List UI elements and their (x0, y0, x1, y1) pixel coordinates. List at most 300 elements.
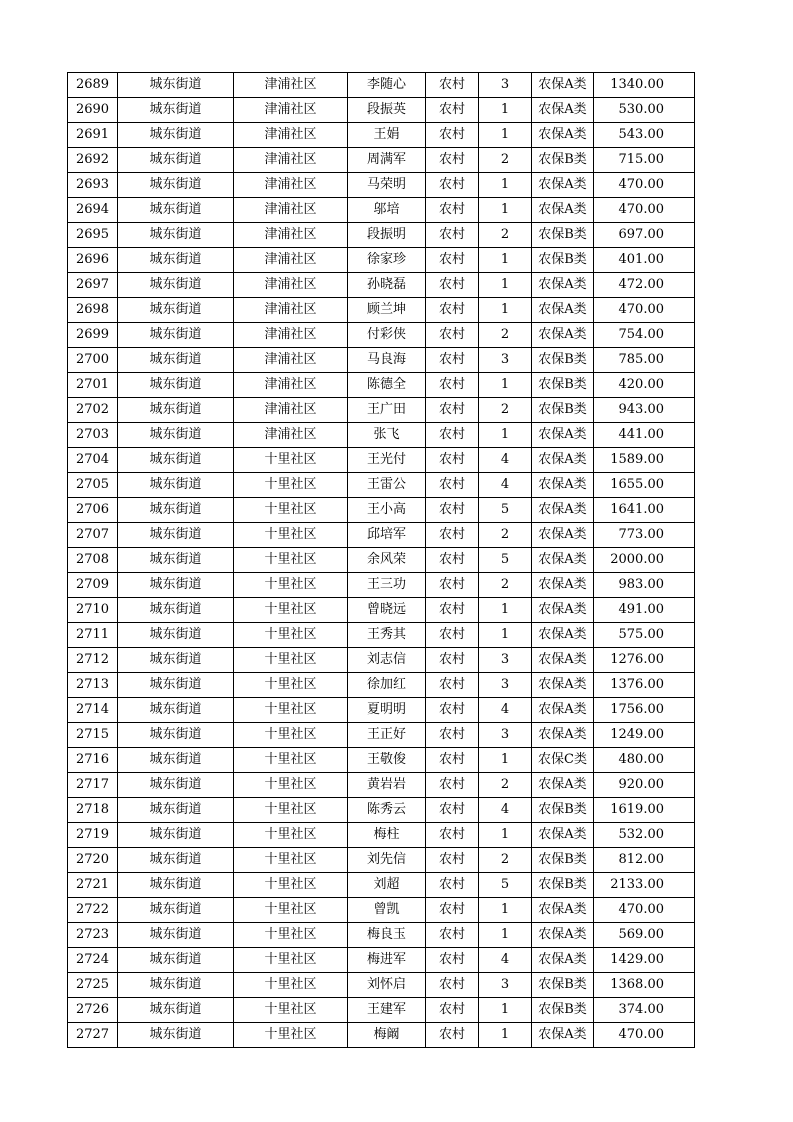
row-number-cell: 2712 (68, 648, 118, 673)
row-number-cell: 2706 (68, 498, 118, 523)
community-cell: 津浦社区 (234, 273, 348, 298)
row-number-cell: 2691 (68, 123, 118, 148)
name-cell: 徐加红 (348, 673, 426, 698)
amount-cell: 2000.00 (594, 548, 695, 573)
community-cell: 十里社区 (234, 798, 348, 823)
table-row (68, 1023, 695, 1048)
table-row (68, 423, 695, 448)
amount-cell: 943.00 (594, 398, 695, 423)
row-number-cell: 2705 (68, 473, 118, 498)
category-cell: 农保A类 (532, 323, 594, 348)
street-cell: 城东街道 (118, 823, 234, 848)
row-number-cell: 2721 (68, 873, 118, 898)
table-row (68, 848, 695, 873)
amount-cell: 1368.00 (594, 973, 695, 998)
category-cell: 农保B类 (532, 798, 594, 823)
community-cell: 十里社区 (234, 648, 348, 673)
community-cell: 津浦社区 (234, 423, 348, 448)
household-count-cell: 1 (479, 998, 532, 1023)
community-cell: 津浦社区 (234, 98, 348, 123)
street-cell: 城东街道 (118, 773, 234, 798)
table-row (68, 673, 695, 698)
area-type-cell: 农村 (426, 73, 479, 98)
street-cell: 城东街道 (118, 898, 234, 923)
row-number-cell: 2726 (68, 998, 118, 1023)
category-cell: 农保A类 (532, 73, 594, 98)
table-row (68, 998, 695, 1023)
category-cell: 农保C类 (532, 748, 594, 773)
household-count-cell: 3 (479, 673, 532, 698)
amount-cell: 441.00 (594, 423, 695, 448)
table-row (68, 623, 695, 648)
household-count-cell: 2 (479, 848, 532, 873)
household-count-cell: 1 (479, 423, 532, 448)
amount-cell: 785.00 (594, 348, 695, 373)
amount-cell: 1429.00 (594, 948, 695, 973)
table-row (68, 898, 695, 923)
area-type-cell: 农村 (426, 698, 479, 723)
table-row (68, 773, 695, 798)
row-number-cell: 2718 (68, 798, 118, 823)
row-number-cell: 2693 (68, 173, 118, 198)
street-cell: 城东街道 (118, 423, 234, 448)
category-cell: 农保A类 (532, 1023, 594, 1048)
area-type-cell: 农村 (426, 173, 479, 198)
category-cell: 农保B类 (532, 848, 594, 873)
name-cell: 王娟 (348, 123, 426, 148)
community-cell: 十里社区 (234, 873, 348, 898)
household-count-cell: 3 (479, 648, 532, 673)
category-cell: 农保A类 (532, 523, 594, 548)
table-row (68, 98, 695, 123)
household-count-cell: 5 (479, 548, 532, 573)
category-cell: 农保B类 (532, 348, 594, 373)
name-cell: 王建军 (348, 998, 426, 1023)
category-cell: 农保B类 (532, 873, 594, 898)
street-cell: 城东街道 (118, 298, 234, 323)
area-type-cell: 农村 (426, 523, 479, 548)
amount-cell: 1756.00 (594, 698, 695, 723)
category-cell: 农保A类 (532, 548, 594, 573)
category-cell: 农保A类 (532, 723, 594, 748)
street-cell: 城东街道 (118, 948, 234, 973)
category-cell: 农保B类 (532, 398, 594, 423)
household-count-cell: 1 (479, 298, 532, 323)
row-number-cell: 2710 (68, 598, 118, 623)
category-cell: 农保A类 (532, 898, 594, 923)
household-count-cell: 2 (479, 773, 532, 798)
name-cell: 刘超 (348, 873, 426, 898)
community-cell: 津浦社区 (234, 223, 348, 248)
household-count-cell: 1 (479, 248, 532, 273)
household-count-cell: 1 (479, 923, 532, 948)
table-row (68, 973, 695, 998)
community-cell: 津浦社区 (234, 123, 348, 148)
household-count-cell: 1 (479, 598, 532, 623)
community-cell: 十里社区 (234, 898, 348, 923)
community-cell: 十里社区 (234, 1023, 348, 1048)
name-cell: 曾晓远 (348, 598, 426, 623)
community-cell: 津浦社区 (234, 248, 348, 273)
area-type-cell: 农村 (426, 198, 479, 223)
row-number-cell: 2698 (68, 298, 118, 323)
name-cell: 王广田 (348, 398, 426, 423)
row-number-cell: 2689 (68, 73, 118, 98)
household-count-cell: 1 (479, 748, 532, 773)
name-cell: 刘志信 (348, 648, 426, 673)
household-count-cell: 1 (479, 823, 532, 848)
name-cell: 王光付 (348, 448, 426, 473)
amount-cell: 2133.00 (594, 873, 695, 898)
household-count-cell: 1 (479, 198, 532, 223)
table-row (68, 923, 695, 948)
row-number-cell: 2697 (68, 273, 118, 298)
community-cell: 津浦社区 (234, 298, 348, 323)
name-cell: 马良海 (348, 348, 426, 373)
street-cell: 城东街道 (118, 848, 234, 873)
name-cell: 付彩侠 (348, 323, 426, 348)
table-row (68, 173, 695, 198)
street-cell: 城东街道 (118, 1023, 234, 1048)
row-number-cell: 2695 (68, 223, 118, 248)
household-count-cell: 2 (479, 573, 532, 598)
category-cell: 农保A类 (532, 498, 594, 523)
street-cell: 城东街道 (118, 523, 234, 548)
street-cell: 城东街道 (118, 723, 234, 748)
row-number-cell: 2692 (68, 148, 118, 173)
table-row (68, 648, 695, 673)
row-number-cell: 2723 (68, 923, 118, 948)
community-cell: 津浦社区 (234, 173, 348, 198)
area-type-cell: 农村 (426, 748, 479, 773)
street-cell: 城东街道 (118, 648, 234, 673)
household-count-cell: 1 (479, 273, 532, 298)
street-cell: 城东街道 (118, 73, 234, 98)
category-cell: 农保A类 (532, 773, 594, 798)
name-cell: 顾兰坤 (348, 298, 426, 323)
community-cell: 十里社区 (234, 623, 348, 648)
table-row (68, 223, 695, 248)
table-row (68, 273, 695, 298)
table-row (68, 798, 695, 823)
area-type-cell: 农村 (426, 673, 479, 698)
street-cell: 城东街道 (118, 323, 234, 348)
area-type-cell: 农村 (426, 248, 479, 273)
row-number-cell: 2699 (68, 323, 118, 348)
category-cell: 农保A类 (532, 923, 594, 948)
household-count-cell: 5 (479, 873, 532, 898)
area-type-cell: 农村 (426, 823, 479, 848)
row-number-cell: 2704 (68, 448, 118, 473)
household-count-cell: 1 (479, 173, 532, 198)
community-cell: 十里社区 (234, 573, 348, 598)
street-cell: 城东街道 (118, 873, 234, 898)
area-type-cell: 农村 (426, 798, 479, 823)
table-row (68, 823, 695, 848)
amount-cell: 1619.00 (594, 798, 695, 823)
amount-cell: 470.00 (594, 198, 695, 223)
community-cell: 十里社区 (234, 473, 348, 498)
area-type-cell: 农村 (426, 898, 479, 923)
area-type-cell: 农村 (426, 948, 479, 973)
name-cell: 王小高 (348, 498, 426, 523)
name-cell: 孙晓磊 (348, 273, 426, 298)
name-cell: 王雷公 (348, 473, 426, 498)
community-cell: 十里社区 (234, 998, 348, 1023)
household-count-cell: 2 (479, 223, 532, 248)
street-cell: 城东街道 (118, 398, 234, 423)
street-cell: 城东街道 (118, 173, 234, 198)
community-cell: 十里社区 (234, 548, 348, 573)
category-cell: 农保A类 (532, 448, 594, 473)
area-type-cell: 农村 (426, 323, 479, 348)
row-number-cell: 2707 (68, 523, 118, 548)
category-cell: 农保A类 (532, 173, 594, 198)
amount-cell: 773.00 (594, 523, 695, 548)
category-cell: 农保A类 (532, 123, 594, 148)
amount-cell: 920.00 (594, 773, 695, 798)
community-cell: 津浦社区 (234, 323, 348, 348)
row-number-cell: 2703 (68, 423, 118, 448)
area-type-cell: 农村 (426, 873, 479, 898)
table-row (68, 198, 695, 223)
row-number-cell: 2715 (68, 723, 118, 748)
area-type-cell: 农村 (426, 923, 479, 948)
name-cell: 徐家珍 (348, 248, 426, 273)
street-cell: 城东街道 (118, 973, 234, 998)
community-cell: 十里社区 (234, 698, 348, 723)
community-cell: 十里社区 (234, 848, 348, 873)
amount-cell: 480.00 (594, 748, 695, 773)
street-cell: 城东街道 (118, 923, 234, 948)
community-cell: 十里社区 (234, 673, 348, 698)
household-count-cell: 2 (479, 323, 532, 348)
household-count-cell: 1 (479, 98, 532, 123)
area-type-cell: 农村 (426, 373, 479, 398)
table-row (68, 148, 695, 173)
name-cell: 马荣明 (348, 173, 426, 198)
category-cell: 农保A类 (532, 948, 594, 973)
street-cell: 城东街道 (118, 148, 234, 173)
name-cell: 张飞 (348, 423, 426, 448)
amount-cell: 1276.00 (594, 648, 695, 673)
amount-cell: 1376.00 (594, 673, 695, 698)
roster-table (67, 72, 695, 1048)
row-number-cell: 2701 (68, 373, 118, 398)
household-count-cell: 2 (479, 523, 532, 548)
household-count-cell: 4 (479, 698, 532, 723)
table-row (68, 698, 695, 723)
community-cell: 十里社区 (234, 948, 348, 973)
household-count-cell: 4 (479, 448, 532, 473)
row-number-cell: 2714 (68, 698, 118, 723)
row-number-cell: 2722 (68, 898, 118, 923)
table-row (68, 398, 695, 423)
household-count-cell: 3 (479, 348, 532, 373)
street-cell: 城东街道 (118, 248, 234, 273)
household-count-cell: 1 (479, 623, 532, 648)
name-cell: 王秀其 (348, 623, 426, 648)
amount-cell: 697.00 (594, 223, 695, 248)
row-number-cell: 2690 (68, 98, 118, 123)
street-cell: 城东街道 (118, 373, 234, 398)
area-type-cell: 农村 (426, 498, 479, 523)
name-cell: 邱培军 (348, 523, 426, 548)
name-cell: 陈德全 (348, 373, 426, 398)
table-row (68, 873, 695, 898)
row-number-cell: 2696 (68, 248, 118, 273)
household-count-cell: 1 (479, 898, 532, 923)
street-cell: 城东街道 (118, 98, 234, 123)
category-cell: 农保B类 (532, 148, 594, 173)
category-cell: 农保A类 (532, 273, 594, 298)
amount-cell: 401.00 (594, 248, 695, 273)
name-cell: 陈秀云 (348, 798, 426, 823)
table-row (68, 298, 695, 323)
area-type-cell: 农村 (426, 148, 479, 173)
row-number-cell: 2700 (68, 348, 118, 373)
area-type-cell: 农村 (426, 123, 479, 148)
row-number-cell: 2709 (68, 573, 118, 598)
name-cell: 余风荣 (348, 548, 426, 573)
table-row (68, 348, 695, 373)
street-cell: 城东街道 (118, 123, 234, 148)
area-type-cell: 农村 (426, 648, 479, 673)
amount-cell: 470.00 (594, 898, 695, 923)
table-row (68, 723, 695, 748)
amount-cell: 983.00 (594, 573, 695, 598)
street-cell: 城东街道 (118, 623, 234, 648)
row-number-cell: 2708 (68, 548, 118, 573)
table-row (68, 323, 695, 348)
table-row (68, 598, 695, 623)
name-cell: 刘先信 (348, 848, 426, 873)
street-cell: 城东街道 (118, 473, 234, 498)
category-cell: 农保A类 (532, 823, 594, 848)
area-type-cell: 农村 (426, 348, 479, 373)
category-cell: 农保A类 (532, 673, 594, 698)
household-count-cell: 2 (479, 148, 532, 173)
community-cell: 十里社区 (234, 498, 348, 523)
amount-cell: 470.00 (594, 1023, 695, 1048)
category-cell: 农保A类 (532, 648, 594, 673)
table-row (68, 498, 695, 523)
area-type-cell: 农村 (426, 848, 479, 873)
street-cell: 城东街道 (118, 998, 234, 1023)
category-cell: 农保A类 (532, 473, 594, 498)
community-cell: 津浦社区 (234, 373, 348, 398)
amount-cell: 1249.00 (594, 723, 695, 748)
row-number-cell: 2694 (68, 198, 118, 223)
street-cell: 城东街道 (118, 598, 234, 623)
name-cell: 段振明 (348, 223, 426, 248)
name-cell: 邬培 (348, 198, 426, 223)
community-cell: 十里社区 (234, 598, 348, 623)
amount-cell: 543.00 (594, 123, 695, 148)
category-cell: 农保A类 (532, 573, 594, 598)
category-cell: 农保B类 (532, 248, 594, 273)
area-type-cell: 农村 (426, 1023, 479, 1048)
category-cell: 农保B类 (532, 973, 594, 998)
row-number-cell: 2724 (68, 948, 118, 973)
table-row (68, 473, 695, 498)
amount-cell: 530.00 (594, 98, 695, 123)
roster-body (68, 73, 695, 1048)
area-type-cell: 农村 (426, 998, 479, 1023)
household-count-cell: 1 (479, 1023, 532, 1048)
category-cell: 农保A类 (532, 98, 594, 123)
amount-cell: 470.00 (594, 173, 695, 198)
community-cell: 津浦社区 (234, 73, 348, 98)
name-cell: 王三功 (348, 573, 426, 598)
name-cell: 黄岩岩 (348, 773, 426, 798)
community-cell: 十里社区 (234, 823, 348, 848)
name-cell: 梅良玉 (348, 923, 426, 948)
amount-cell: 1589.00 (594, 448, 695, 473)
street-cell: 城东街道 (118, 273, 234, 298)
row-number-cell: 2719 (68, 823, 118, 848)
row-number-cell: 2711 (68, 623, 118, 648)
area-type-cell: 农村 (426, 223, 479, 248)
table-row (68, 573, 695, 598)
name-cell: 曾凯 (348, 898, 426, 923)
name-cell: 夏明明 (348, 698, 426, 723)
area-type-cell: 农村 (426, 548, 479, 573)
category-cell: 农保B类 (532, 373, 594, 398)
table-row (68, 373, 695, 398)
row-number-cell: 2720 (68, 848, 118, 873)
household-count-cell: 5 (479, 498, 532, 523)
category-cell: 农保A类 (532, 198, 594, 223)
household-count-cell: 4 (479, 948, 532, 973)
row-number-cell: 2702 (68, 398, 118, 423)
amount-cell: 1641.00 (594, 498, 695, 523)
community-cell: 津浦社区 (234, 198, 348, 223)
row-number-cell: 2725 (68, 973, 118, 998)
street-cell: 城东街道 (118, 223, 234, 248)
street-cell: 城东街道 (118, 748, 234, 773)
amount-cell: 491.00 (594, 598, 695, 623)
name-cell: 王正好 (348, 723, 426, 748)
table-row (68, 523, 695, 548)
household-count-cell: 3 (479, 73, 532, 98)
amount-cell: 754.00 (594, 323, 695, 348)
area-type-cell: 农村 (426, 973, 479, 998)
street-cell: 城东街道 (118, 548, 234, 573)
amount-cell: 420.00 (594, 373, 695, 398)
amount-cell: 374.00 (594, 998, 695, 1023)
table-row (68, 73, 695, 98)
table-row (68, 948, 695, 973)
category-cell: 农保A类 (532, 698, 594, 723)
household-count-cell: 1 (479, 373, 532, 398)
household-count-cell: 1 (479, 123, 532, 148)
area-type-cell: 农村 (426, 423, 479, 448)
community-cell: 十里社区 (234, 448, 348, 473)
street-cell: 城东街道 (118, 673, 234, 698)
community-cell: 十里社区 (234, 773, 348, 798)
row-number-cell: 2713 (68, 673, 118, 698)
amount-cell: 1655.00 (594, 473, 695, 498)
community-cell: 津浦社区 (234, 348, 348, 373)
row-number-cell: 2717 (68, 773, 118, 798)
name-cell: 梅柱 (348, 823, 426, 848)
name-cell: 李随心 (348, 73, 426, 98)
amount-cell: 575.00 (594, 623, 695, 648)
amount-cell: 1340.00 (594, 73, 695, 98)
name-cell: 刘怀启 (348, 973, 426, 998)
name-cell: 段振英 (348, 98, 426, 123)
